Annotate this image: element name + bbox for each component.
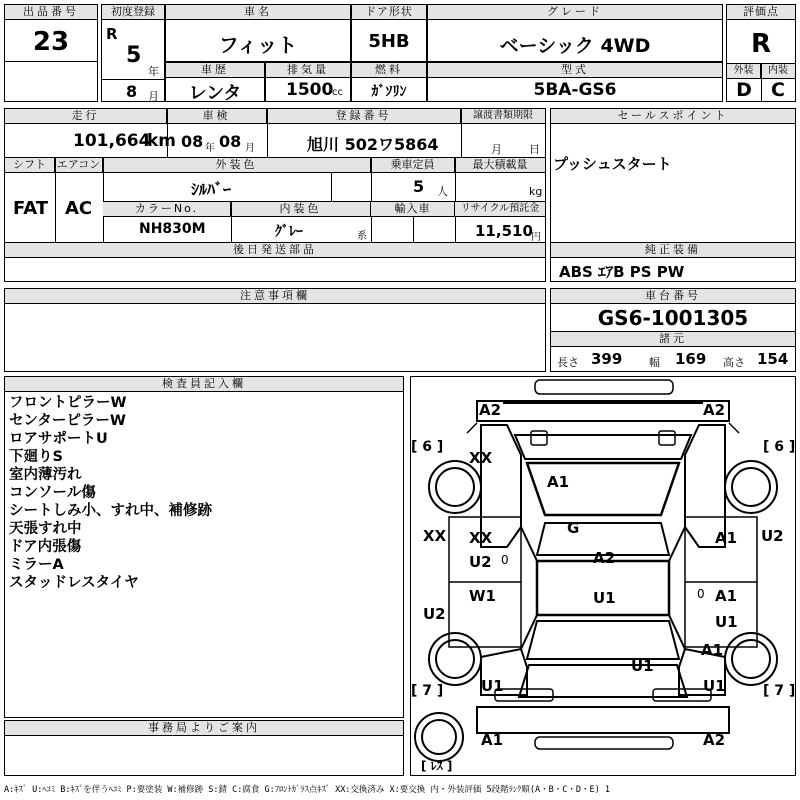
- mark-left-rear-fender: U1: [481, 677, 504, 695]
- height: 154: [757, 350, 789, 368]
- caution-box: [4, 288, 546, 372]
- km-unit: km: [147, 131, 177, 151]
- interior-label: 内装色: [231, 202, 371, 217]
- mark-right-side: U2: [761, 527, 784, 545]
- lot-number: 23: [32, 27, 70, 57]
- inspector-note-line: スタッドレスタイヤ: [9, 575, 139, 591]
- office-box: [4, 720, 404, 776]
- grade: ベーシック 4WD: [499, 35, 651, 57]
- inspector-note-line: ドア内張傷: [9, 539, 82, 555]
- mark-front-left-bumper: A2: [479, 401, 502, 419]
- load-unit: kg: [529, 185, 543, 198]
- fuel-label: 燃料: [352, 63, 426, 78]
- model-box: [427, 62, 723, 102]
- inspector-note-line: フロントピラーW: [9, 395, 127, 411]
- import-label: 輸入車: [371, 202, 455, 217]
- inspector-note-line: コンソール傷: [9, 485, 96, 501]
- car-name-label: 車名: [166, 5, 350, 20]
- door: 5HB: [368, 31, 410, 52]
- capacity-unit: 人: [437, 185, 448, 198]
- specs-label: 諸元: [551, 331, 795, 347]
- transfer-month-unit: 月: [491, 143, 502, 156]
- tire-front-left: [ 6 ]: [411, 439, 444, 455]
- displacement-box: [265, 62, 351, 102]
- recycle-label: リサイクル預託金: [455, 202, 545, 217]
- sales-label: セールスポイント: [551, 109, 795, 124]
- chassis-number: GS6-1001305: [597, 306, 749, 330]
- office-label: 事務局よりご案内: [5, 721, 403, 736]
- score: R: [750, 29, 772, 59]
- door-box: [351, 4, 427, 62]
- history-label: 車歴: [166, 63, 264, 78]
- history: レンタ: [188, 83, 242, 104]
- mark-hood: A1: [547, 473, 570, 491]
- capacity: 5: [413, 177, 425, 196]
- mark-left-front-door-a: XX: [469, 529, 493, 547]
- mark-door-zero-2: 0: [697, 587, 705, 601]
- grade-label: グレード: [428, 5, 722, 20]
- grade-box: [427, 4, 723, 62]
- length: 399: [591, 350, 623, 368]
- history-box: [165, 62, 265, 102]
- caution-label: 注意事項欄: [5, 289, 545, 304]
- mark-roof-rear: U1: [593, 589, 616, 607]
- transfer-label: 譲渡書類期限: [461, 109, 545, 124]
- year-unit: 年: [148, 65, 159, 78]
- mark-right-rear-door-b: U1: [715, 613, 738, 631]
- car-diagram: [411, 377, 795, 775]
- equipment-label: 純正装備: [551, 243, 795, 258]
- tire-rear-right: [ 7 ]: [763, 683, 796, 699]
- later-parts-label: 後日発送部品: [5, 243, 545, 258]
- mark-right-quarter: A1: [701, 641, 724, 659]
- sales-text: プッシュスタート: [553, 155, 672, 173]
- mark-right-front-door: A1: [715, 529, 738, 547]
- mark-door-zero-1: 0: [501, 553, 509, 567]
- cc-unit: cc: [332, 87, 343, 98]
- tire-rear-left: [ 7 ]: [411, 683, 444, 699]
- color-label: 外装色: [103, 158, 371, 173]
- car-name: フィット: [218, 33, 298, 57]
- inspector-notes: [9, 394, 212, 592]
- mileage-label: 走行: [5, 109, 167, 124]
- mark-windshield: G: [567, 519, 580, 537]
- colorno-label: カラーNo.: [103, 202, 231, 217]
- mark-rear-right-bumper: A2: [703, 731, 726, 749]
- mileage: 101,664: [73, 131, 151, 151]
- door-label: ドア形状: [352, 5, 426, 20]
- mark-right-rear-door-a: A1: [715, 587, 738, 605]
- int-score: C: [771, 79, 785, 101]
- first-reg-label: 初度登録: [102, 5, 164, 20]
- capacity-label: 乗車定員: [371, 158, 455, 173]
- inspector-note-line: センターピラーW: [9, 413, 126, 429]
- plate-number: 旭川 502ワ5864: [307, 135, 439, 154]
- mark-right-rear-fender: U1: [703, 677, 726, 695]
- mark-front-left-fender: XX: [469, 449, 493, 467]
- shift: FAT: [13, 198, 49, 219]
- mark-left-side: XX: [423, 527, 447, 545]
- inspector-note-line: ミラーA: [9, 557, 64, 573]
- car-name-box: [165, 4, 351, 62]
- ext-score: D: [736, 79, 752, 101]
- mark-rear-left-bumper: A1: [481, 731, 504, 749]
- length-label: 長さ: [557, 356, 579, 369]
- load-label: 最大積載量: [455, 158, 545, 173]
- recycle-fee: 11,510: [475, 222, 533, 240]
- sales-point-box: [550, 108, 796, 282]
- reg-year: 5: [126, 43, 142, 68]
- exterior-color: ｼﾙﾊﾞｰ: [191, 180, 232, 199]
- displacement-label: 排気量: [266, 63, 350, 78]
- tire-spare: [ ﾚｽ ]: [421, 759, 453, 773]
- equipment-text: ABS ｴｱB PS PW: [559, 263, 685, 281]
- inspector-box: [4, 376, 404, 718]
- ac-label: エアコン: [55, 158, 103, 173]
- inspector-note-line: ロアサポートU: [9, 431, 108, 447]
- chassis-box: [550, 288, 796, 372]
- inspection-year: 08: [181, 132, 204, 151]
- color-number: NH830M: [139, 221, 206, 237]
- displacement: 1500: [286, 80, 334, 100]
- mark-left-front-door-b: U2: [469, 553, 492, 571]
- car-diagram-box: [410, 376, 796, 776]
- inspection-label: 車検: [167, 109, 267, 124]
- shift-label: シフト: [5, 158, 55, 173]
- mark-left-rear-side: U2: [423, 605, 446, 623]
- fuel: ｶﾞｿﾘﾝ: [371, 84, 407, 100]
- int-label: 内装: [761, 64, 795, 79]
- model: 5BA-GS6: [533, 80, 617, 100]
- recycle-unit: 円: [531, 232, 541, 243]
- score-label: 評価点: [727, 5, 795, 20]
- transfer-day-unit: 日: [529, 143, 540, 156]
- month-unit: 月: [148, 90, 159, 103]
- tire-front-right: [ 6 ]: [763, 439, 796, 455]
- inspector-note-line: シートしみ小、すれ中、補修跡: [9, 503, 212, 519]
- vehicle-details: [4, 108, 546, 282]
- height-label: 高さ: [723, 356, 745, 369]
- inspection-year-unit: 年: [205, 143, 215, 154]
- plate-label: 登録番号: [267, 109, 461, 124]
- model-label: 型式: [428, 63, 722, 78]
- inspector-note-line: 下廻りS: [9, 449, 63, 465]
- width-label: 幅: [649, 356, 660, 369]
- ext-label: 外装: [727, 64, 761, 79]
- lot-label: 出品番号: [5, 5, 97, 20]
- first-registration-box: [101, 4, 165, 102]
- inspector-note-line: 室内薄汚れ: [9, 467, 82, 483]
- mark-trunk: U1: [631, 657, 654, 675]
- reg-month: 8: [126, 82, 138, 101]
- inspector-label: 検査員記入欄: [5, 377, 403, 392]
- mark-front-right-bumper: A2: [703, 401, 726, 419]
- mark-left-rear-door: W1: [469, 587, 496, 605]
- lot-box: [4, 4, 98, 102]
- interior-unit: 系: [357, 231, 367, 242]
- fuel-box: [351, 62, 427, 102]
- legend: A:ｷｽﾞ U:ﾍｺﾐ B:ｷｽﾞを伴うﾍｺﾐ P:要塗装 W:補修跡 S:錆 C:腐食 G:ﾌﾛﾝﾄｶﾞﾗｽ点ｷｽﾞ XX:交換済み X:要交換 内・外装評価 5段階ﾗﾝｸ順(A・B・C・D・E) 1: [4, 785, 610, 795]
- mark-roof: A2: [593, 549, 616, 567]
- score-box: [726, 4, 796, 102]
- inspector-note-line: 天張すれ中: [9, 521, 82, 537]
- width: 169: [675, 350, 707, 368]
- inspection-month-unit: 月: [245, 143, 255, 154]
- interior-color: ｸﾞﾚｰ: [275, 224, 303, 240]
- inspection-month: 08: [219, 132, 242, 151]
- ac: AC: [65, 198, 93, 219]
- era: R: [106, 25, 118, 43]
- chassis-label: 車台番号: [551, 289, 795, 304]
